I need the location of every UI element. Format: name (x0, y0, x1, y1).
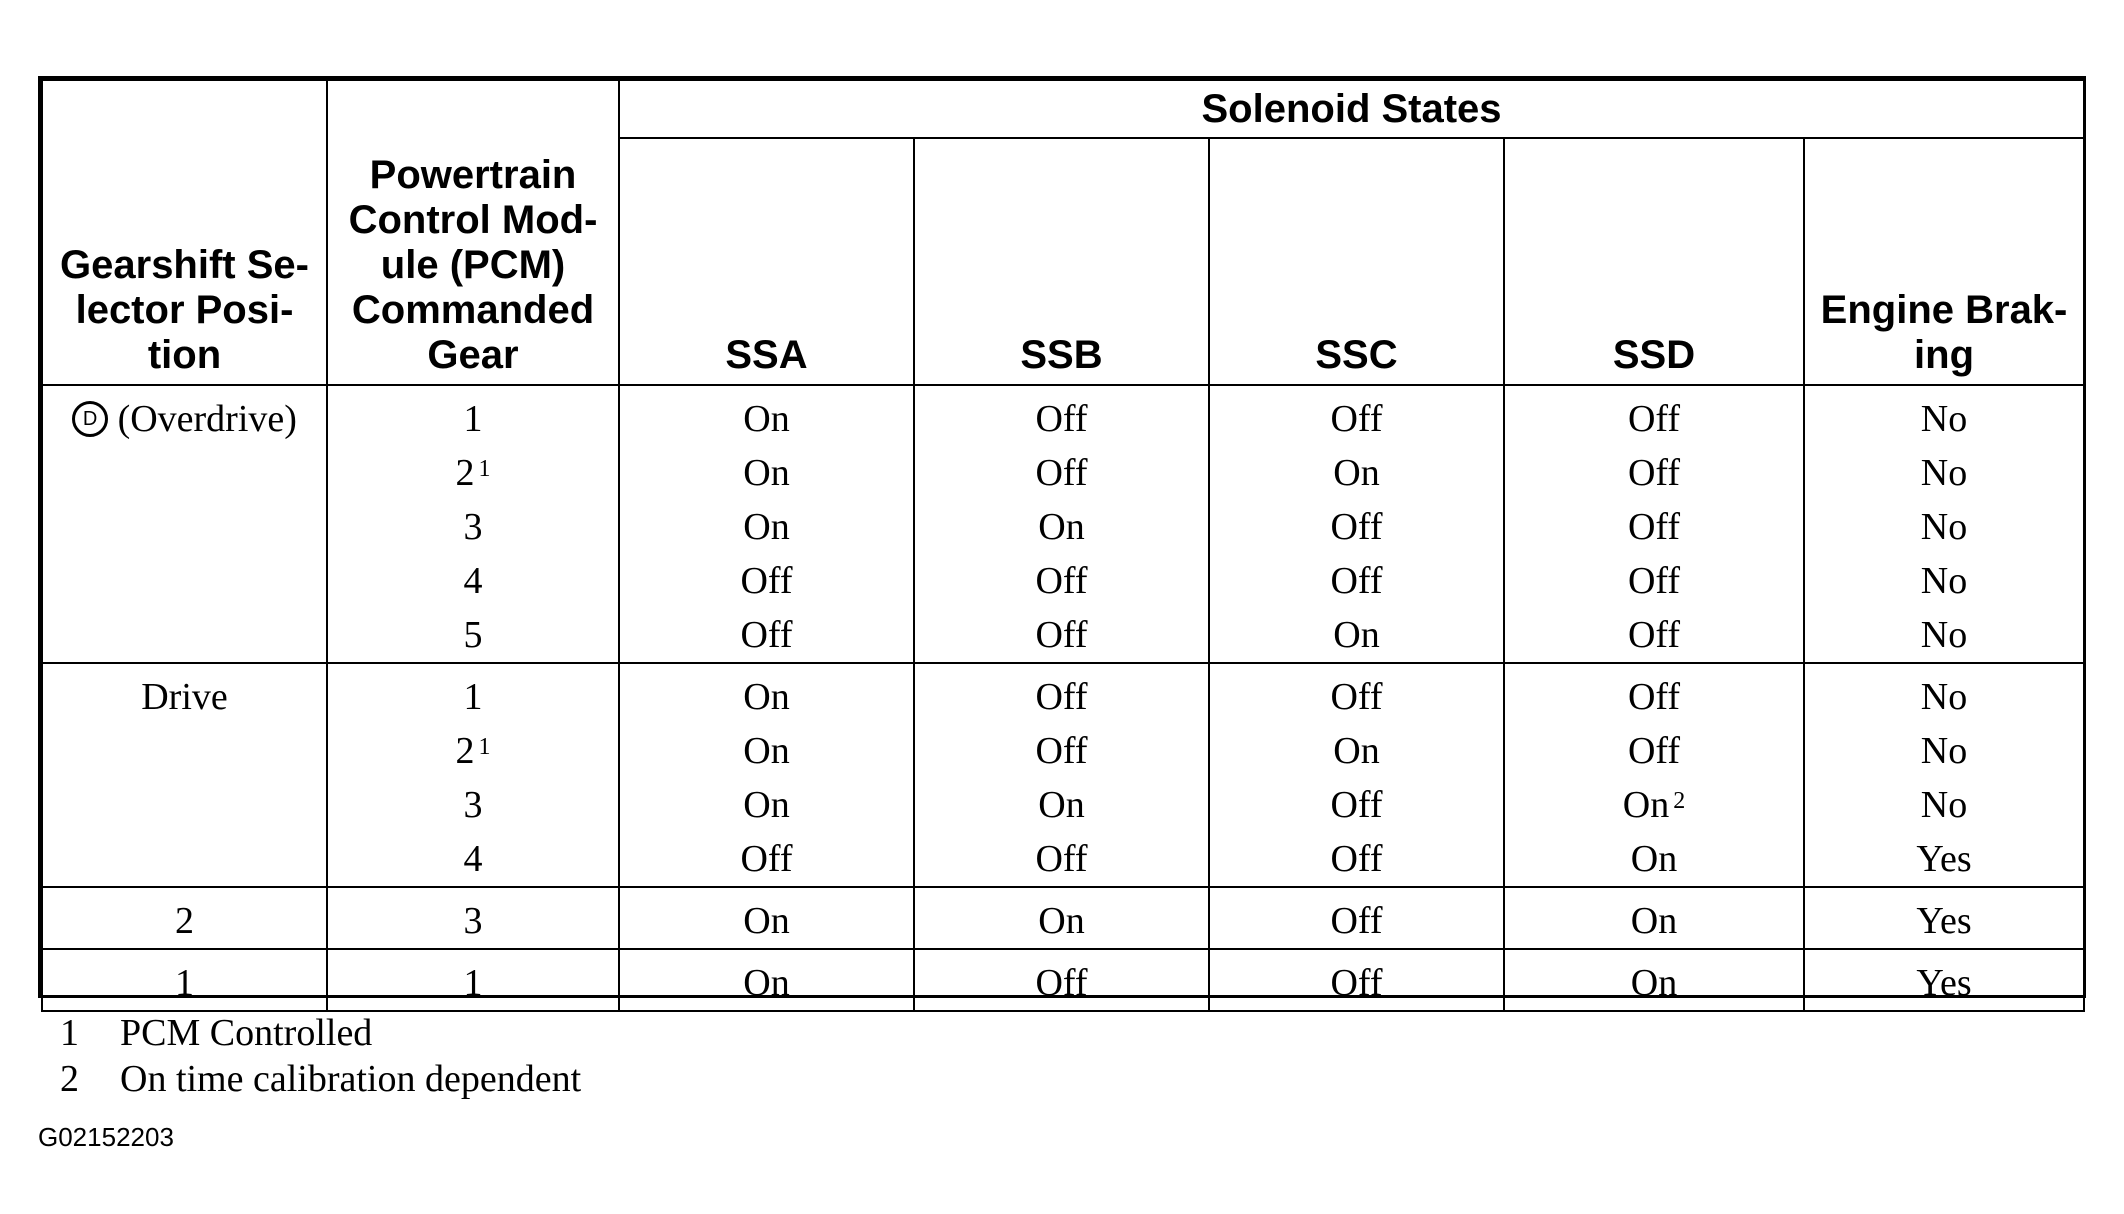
cell-value (1210, 894, 1503, 948)
ssa-cell (619, 385, 914, 663)
cell-value (915, 832, 1208, 886)
value-text: 3 (463, 506, 483, 548)
value-text: Off (740, 614, 793, 656)
value-text: Off (1330, 838, 1383, 880)
value-text: Off (740, 838, 793, 880)
cell-value (1805, 392, 2083, 446)
ssd-cell (1504, 663, 1804, 887)
value-text: On (1038, 506, 1085, 548)
figure-id: G02152203 (38, 1122, 174, 1152)
value-text: On (743, 784, 790, 826)
ssc-cell (1209, 949, 1504, 1011)
value-text: 2 (455, 730, 475, 772)
cell-value (915, 778, 1208, 832)
footnote-marker: 1 (478, 734, 491, 760)
value-text: On (743, 452, 790, 494)
cell-value (1805, 608, 2083, 662)
cell-value (620, 554, 913, 608)
cell-value (620, 500, 913, 554)
value-text: Off (1035, 838, 1088, 880)
cell-value (1505, 554, 1803, 608)
value-text: Off (1627, 560, 1681, 602)
cell-value (915, 894, 1208, 948)
value-text: On (743, 900, 790, 942)
ssa-cell (619, 663, 914, 887)
cell-value (328, 778, 618, 832)
value-text: No (1920, 784, 1968, 826)
cell-value (1505, 670, 1803, 724)
header-line: ing (1914, 333, 1974, 377)
value-text: Off (740, 560, 793, 602)
value-text: 1 (463, 962, 483, 1004)
cell-value (1805, 500, 2083, 554)
cell-value (620, 778, 913, 832)
value-text: 5 (463, 614, 483, 656)
value-text: Off (1627, 730, 1681, 772)
value-text: Off (1627, 614, 1681, 656)
solenoid-application-table (38, 76, 2086, 1004)
footnote-text: On time calibration dependent (120, 1058, 582, 1100)
header-line: Commanded (351, 288, 595, 332)
value-text: 3 (463, 900, 483, 942)
cell-value (1210, 554, 1503, 608)
table-row (42, 385, 2084, 663)
cell-value (620, 446, 913, 500)
header-line: Gearshift Se- (60, 243, 309, 287)
value-text: Off (1035, 676, 1088, 718)
gearshift-position-label: (Overdrive) (117, 398, 297, 440)
gearshift-position-cell (42, 385, 327, 663)
value-text: Off (1330, 506, 1383, 548)
header-line: Gear (427, 333, 519, 377)
value-text: Off (1035, 560, 1088, 602)
value-text: On (743, 676, 790, 718)
solenoid-table (41, 79, 2085, 1012)
commanded-gear-cell (327, 887, 619, 949)
value-text: 2 (455, 452, 475, 494)
value-text: On (1622, 784, 1670, 826)
footnote (60, 1056, 581, 1102)
table-row (42, 887, 2084, 949)
value-text: On (1630, 900, 1678, 942)
header-ssb: SSB (914, 138, 1209, 385)
cell-value (1210, 446, 1503, 500)
value-text: On (1630, 838, 1678, 880)
ssb-cell (914, 949, 1209, 1011)
value-text: Off (1627, 676, 1681, 718)
value-text: Off (1035, 398, 1088, 440)
header-gearshift-position (42, 80, 327, 385)
footnote-number: 1 (60, 1012, 79, 1054)
value-text: Off (1627, 452, 1681, 494)
footnote-marker: 2 (1673, 788, 1686, 814)
cell-value (1505, 894, 1803, 948)
cell-value (1210, 670, 1503, 724)
value-text: No (1920, 560, 1968, 602)
value-text: On (1038, 784, 1085, 826)
ssd-cell (1504, 385, 1804, 663)
value-text: Off (1035, 614, 1088, 656)
cell-value (1505, 724, 1803, 778)
engine-braking-cell (1804, 949, 2084, 1011)
value-text: On (743, 962, 790, 1004)
header-line: Control Mod- (348, 198, 598, 242)
footnote-text: PCM Controlled (120, 1012, 373, 1054)
cell-value (1505, 608, 1803, 662)
cell-value (1805, 446, 2083, 500)
ssd-cell (1504, 887, 1804, 949)
value-text: 4 (463, 560, 483, 602)
value-text: No (1920, 676, 1968, 718)
engine-braking-cell (1804, 385, 2084, 663)
header-line: lector Posi- (75, 288, 294, 332)
value-text: No (1920, 506, 1968, 548)
cell-value (915, 554, 1208, 608)
value-text: On (1333, 452, 1380, 494)
value-text: Off (1035, 730, 1088, 772)
value-text: Yes (1916, 962, 1972, 1004)
table-row (42, 949, 2084, 1011)
cell-value (328, 894, 618, 948)
cell-value (328, 724, 618, 778)
cell-value (620, 392, 913, 446)
footnote (60, 1010, 581, 1056)
value-text: Yes (1916, 838, 1972, 880)
commanded-gear-cell (327, 949, 619, 1011)
table-body (42, 385, 2084, 1011)
header-solenoid-states: Solenoid States (619, 80, 2084, 138)
ssc-cell (1209, 385, 1504, 663)
cell-value (1805, 832, 2083, 886)
ssc-cell (1209, 663, 1504, 887)
gearshift-position-label: 1 (175, 962, 194, 1004)
header-line: Engine Brak- (1820, 288, 2068, 332)
value-text: Off (1330, 560, 1383, 602)
value-text: No (1920, 398, 1968, 440)
header-pcm-commanded-gear (327, 80, 619, 385)
cell-value (620, 724, 913, 778)
ssa-cell (619, 887, 914, 949)
value-text: On (1333, 730, 1380, 772)
value-text: No (1920, 730, 1968, 772)
cell-value (1805, 724, 2083, 778)
cell-value (328, 392, 618, 446)
gearshift-position-label: 2 (175, 900, 194, 942)
cell-value (620, 832, 913, 886)
header-ssc: SSC (1209, 138, 1504, 385)
value-text: Off (1330, 962, 1383, 1004)
cell-value (915, 956, 1208, 1010)
cell-value (328, 956, 618, 1010)
value-text: Off (1035, 452, 1088, 494)
value-text: On (1630, 962, 1678, 1004)
value-text: No (1920, 452, 1968, 494)
cell-value (1210, 832, 1503, 886)
cell-value (1505, 832, 1803, 886)
cell-value (620, 956, 913, 1010)
cell-value (1210, 500, 1503, 554)
value-text: Off (1035, 962, 1088, 1004)
header-ssd: SSD (1504, 138, 1804, 385)
value-text: Yes (1916, 900, 1972, 942)
header-line: ule (PCM) (380, 243, 566, 287)
value-text: On (743, 506, 790, 548)
value-text: Off (1330, 900, 1383, 942)
value-text: 1 (463, 676, 483, 718)
value-text: Off (1627, 506, 1681, 548)
cell-value (1210, 608, 1503, 662)
gearshift-position-cell (42, 949, 327, 1011)
gearshift-position-label: Drive (141, 676, 228, 718)
footnote-marker: 1 (478, 456, 491, 482)
ssa-cell (619, 949, 914, 1011)
cell-value (1805, 894, 2083, 948)
header-line: Powertrain (369, 153, 577, 197)
cell-value (915, 392, 1208, 446)
cell-value (1505, 500, 1803, 554)
cell-value (915, 608, 1208, 662)
cell-value (1505, 392, 1803, 446)
commanded-gear-cell (327, 385, 619, 663)
footnotes (60, 1010, 581, 1102)
overdrive-circle-icon: D (72, 401, 108, 437)
cell-value (1805, 554, 2083, 608)
cell-value (620, 894, 913, 948)
value-text: Off (1330, 676, 1383, 718)
gearshift-position-cell (42, 663, 327, 887)
value-text: On (743, 730, 790, 772)
cell-value (1805, 956, 2083, 1010)
cell-value (1805, 670, 2083, 724)
cell-value (1210, 956, 1503, 1010)
cell-value (1210, 778, 1503, 832)
engine-braking-cell (1804, 663, 2084, 887)
cell-value (328, 500, 618, 554)
value-text: 1 (463, 398, 483, 440)
cell-value (328, 670, 618, 724)
cell-value (328, 832, 618, 886)
gearshift-position-cell (42, 887, 327, 949)
header-line: tion (147, 333, 222, 377)
cell-value (620, 608, 913, 662)
cell-value (1210, 392, 1503, 446)
value-text: Off (1330, 784, 1383, 826)
cell-value (1505, 778, 1803, 832)
commanded-gear-cell (327, 663, 619, 887)
cell-value (328, 608, 618, 662)
ssd-cell (1504, 949, 1804, 1011)
header-ssa: SSA (619, 138, 914, 385)
value-text: No (1920, 614, 1968, 656)
value-text: Off (1330, 398, 1383, 440)
cell-value (915, 724, 1208, 778)
ssb-cell (914, 663, 1209, 887)
value-text: 3 (463, 784, 483, 826)
footnote-number: 2 (60, 1058, 79, 1100)
table-row (42, 663, 2084, 887)
value-text: On (1333, 614, 1380, 656)
cell-value (915, 500, 1208, 554)
value-text: Off (1627, 398, 1681, 440)
cell-value (328, 554, 618, 608)
cell-value (328, 446, 618, 500)
header-engine-braking (1804, 138, 2084, 385)
ssb-cell (914, 887, 1209, 949)
cell-value (1805, 778, 2083, 832)
cell-value (1505, 446, 1803, 500)
cell-value (915, 446, 1208, 500)
cell-value (1505, 956, 1803, 1010)
cell-value (1210, 724, 1503, 778)
value-text: On (743, 398, 790, 440)
cell-value (620, 670, 913, 724)
value-text: On (1038, 900, 1085, 942)
value-text: 4 (463, 838, 483, 880)
cell-value (915, 670, 1208, 724)
ssc-cell (1209, 887, 1504, 949)
engine-braking-cell (1804, 887, 2084, 949)
ssb-cell (914, 385, 1209, 663)
